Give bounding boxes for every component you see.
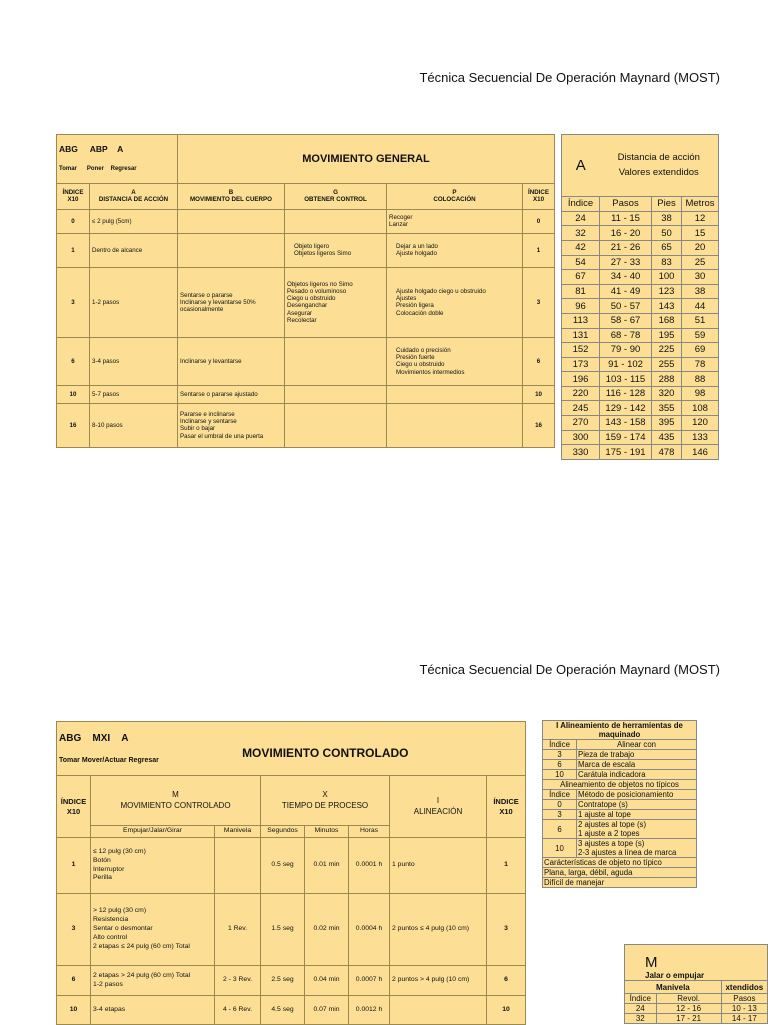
- general-row: [57, 385, 555, 403]
- table-cell: 14 - 17: [721, 1014, 767, 1024]
- table-letter: A: [562, 135, 600, 197]
- table-cell: [285, 385, 387, 403]
- table-cell: 10 - 13: [721, 1004, 767, 1014]
- table-cell: 98: [682, 386, 719, 401]
- table-cell: 225: [652, 343, 682, 358]
- table-cell: 3-4 pasos: [90, 337, 178, 385]
- table-cell: 2 - 3 Rev.: [215, 966, 261, 996]
- table-cell: M Jalar o empujar: [625, 945, 768, 981]
- controlled-row: [57, 894, 526, 966]
- table-cell: 3: [523, 267, 555, 337]
- table-cell: [285, 337, 387, 385]
- table-row: [562, 226, 719, 241]
- table-cell: 32: [562, 226, 600, 241]
- table-cell: ÍNDICE X10: [57, 776, 91, 838]
- general-row: [57, 337, 555, 385]
- table-cell: Pasos: [721, 994, 767, 1004]
- table-cell: 100: [652, 270, 682, 285]
- table-cell: P COLOCACIÓN: [387, 183, 523, 209]
- table-cell: 320: [652, 386, 682, 401]
- table-cell: ÍNDICE X10: [487, 776, 526, 838]
- table-cell: 10: [57, 996, 91, 1025]
- page-title: Técnica Secuencial De Operación Maynard (MOST): [419, 70, 720, 85]
- controlled-move-table: [56, 721, 526, 1025]
- table-row: [562, 357, 719, 372]
- table-cell: 59: [682, 328, 719, 343]
- table-cell: 65: [652, 240, 682, 255]
- table-cell: Pies: [652, 196, 682, 211]
- table-cell: Índice: [543, 790, 577, 800]
- table-cell: 0.0007 h: [349, 966, 390, 996]
- controlled-title: MOVIMIENTO CONTROLADO: [242, 746, 409, 761]
- table-cell: 113: [562, 313, 600, 328]
- table-cell: 1: [57, 838, 91, 894]
- table-cell: Revol.: [656, 994, 721, 1004]
- table-cell: 478: [652, 445, 682, 460]
- table-cell: 0.0001 h: [349, 838, 390, 894]
- table-cell: 108: [682, 401, 719, 416]
- table-cell: 24: [562, 211, 600, 226]
- table-row: [562, 255, 719, 270]
- table-cell: 0.07 min: [305, 996, 349, 1025]
- table-cell: 195: [652, 328, 682, 343]
- table-cell: 44: [682, 299, 719, 314]
- controlled-row: [57, 996, 526, 1025]
- table-cell: Manivela: [625, 981, 722, 994]
- table-cell: 50 - 57: [600, 299, 652, 314]
- table-cell: Plana, larga, débil, aguda: [543, 868, 697, 878]
- table-cell: 8-10 pasos: [90, 403, 178, 447]
- table-row: [562, 416, 719, 431]
- table-cell: 24: [625, 1004, 657, 1014]
- table-cell: 0.04 min: [305, 966, 349, 996]
- table-cell: 34 - 40: [600, 270, 652, 285]
- table-cell: 2 ajustes al tope (s) 1 ajuste a 2 topes: [577, 820, 697, 839]
- table-cell: 0: [543, 800, 577, 810]
- table-cell: 6: [57, 966, 91, 996]
- table-row: [562, 445, 719, 460]
- table-cell: 0.01 min: [305, 838, 349, 894]
- table-cell: A DISTANCIA DE ACCIÓN: [90, 183, 178, 209]
- table-cell: 6: [57, 337, 90, 385]
- table-cell: 355: [652, 401, 682, 416]
- table-cell: ≤ 12 pulg (30 cm) Botón Interruptor Perilla: [91, 838, 215, 894]
- table-cell: Pararse e inclinarse Inclinarse y sentarse Subir o bajar Pasar el umbral de una puerta: [178, 403, 285, 447]
- table-cell: 395: [652, 416, 682, 431]
- table-cell: Marca de escala: [577, 760, 697, 770]
- table-cell: Metros: [682, 196, 719, 211]
- table-cell: 68 - 78: [600, 328, 652, 343]
- index-header: ÍNDICE X10: [57, 183, 90, 209]
- table-cell: 42: [562, 240, 600, 255]
- table-cell: 51: [682, 313, 719, 328]
- table-row: [562, 328, 719, 343]
- table-cell: 3: [487, 894, 526, 966]
- table-cell: I Alineamiento de herramientas de maquinado: [543, 721, 697, 740]
- table-cell: 1.5 seg: [261, 894, 305, 966]
- table-cell: X TIEMPO DE PROCESO: [261, 776, 390, 826]
- table-cell: 133: [682, 430, 719, 445]
- table-cell: 3: [543, 750, 577, 760]
- table-cell: 50: [652, 226, 682, 241]
- table-cell: Cuidado o precisión Presión fuerte Ciego u obstruido Movimientos intermedios: [387, 337, 523, 385]
- table-cell: 220: [562, 386, 600, 401]
- table-cell: 0.0012 h: [349, 996, 390, 1025]
- table-cell: 4.5 seg: [261, 996, 305, 1025]
- table-cell: 330: [562, 445, 600, 460]
- table-cell: 120: [682, 416, 719, 431]
- table-row: [562, 313, 719, 328]
- table-cell: 3-4 etapas: [91, 996, 215, 1025]
- table-cell: 123: [652, 284, 682, 299]
- table-cell: Sentarse o pararse ajustado: [178, 385, 285, 403]
- table-cell: 1 ajuste al tope: [577, 810, 697, 820]
- table-cell: [390, 996, 487, 1025]
- page-title-2: Técnica Secuencial De Operación Maynard (MOST): [419, 662, 720, 677]
- table-cell: 30: [682, 270, 719, 285]
- table-cell: 129 - 142: [600, 401, 652, 416]
- table-cell: 1: [487, 838, 526, 894]
- table-cell: 270: [562, 416, 600, 431]
- table-cell: 6: [523, 337, 555, 385]
- table-cell: Horas: [349, 826, 390, 838]
- table-cell: 32: [625, 1014, 657, 1024]
- table-cell: 103 - 115: [600, 372, 652, 387]
- table-cell: 1-2 pasos: [90, 267, 178, 337]
- table-cell: 1 Rev.: [215, 894, 261, 966]
- table-cell: 3: [57, 894, 91, 966]
- table-cell: Índice: [625, 994, 657, 1004]
- table-cell: 10: [543, 839, 577, 858]
- table-cell: 6: [543, 820, 577, 839]
- table-cell: 10: [487, 996, 526, 1025]
- controlled-row: [57, 966, 526, 996]
- table-cell: Distancia de acción Valores extendidos: [600, 135, 719, 197]
- table-cell: Índice: [543, 740, 577, 750]
- table-cell: 173: [562, 357, 600, 372]
- table-cell: 38: [652, 211, 682, 226]
- table-cell: Segundos: [261, 826, 305, 838]
- table-cell: 20: [682, 240, 719, 255]
- table-cell: 25: [682, 255, 719, 270]
- table-cell: Ajuste holgado ciego u obstruido Ajustes Presión ligera Colocación doble: [387, 267, 523, 337]
- table-cell: 1 punto: [390, 838, 487, 894]
- table-cell: 2 puntos > 4 pulg (10 cm): [390, 966, 487, 996]
- table-cell: Alinear con: [577, 740, 697, 750]
- table-cell: G OBTENER CONTROL: [285, 183, 387, 209]
- table-cell: 4 - 6 Rev.: [215, 996, 261, 1025]
- table-cell: [178, 233, 285, 267]
- table-cell: 152: [562, 343, 600, 358]
- table-row: [562, 240, 719, 255]
- table-cell: I ALINEACIÓN: [390, 776, 487, 838]
- general-row: [57, 233, 555, 267]
- table-cell: 41 - 49: [600, 284, 652, 299]
- table-cell: Objetos ligeros no Simo Pesado o voluminoso Ciego u obstruido Desenganchar Asegurar Recolectar: [285, 267, 387, 337]
- table-row: [562, 386, 719, 401]
- table-cell: 91 - 102: [600, 357, 652, 372]
- table-cell: 146: [682, 445, 719, 460]
- table-cell: 58 - 67: [600, 313, 652, 328]
- table-cell: 27 - 33: [600, 255, 652, 270]
- table-cell: Empujar/Jalar/Girar: [91, 826, 215, 838]
- action-distance-table: [561, 134, 719, 460]
- table-cell: Índice: [562, 196, 600, 211]
- table-cell: Inclinarse y levantarse: [178, 337, 285, 385]
- table-cell: 175 - 191: [600, 445, 652, 460]
- table-cell: 15: [682, 226, 719, 241]
- table-cell: xtendidos: [721, 981, 767, 994]
- table-cell: Carácterísticas de objeto no típico: [543, 858, 697, 868]
- table-cell: Dejar a un lado Ajuste holgado: [387, 233, 523, 267]
- table-cell: 300: [562, 430, 600, 445]
- table-cell: 0: [57, 209, 90, 233]
- table-cell: 0.0004 h: [349, 894, 390, 966]
- general-move-table: [56, 134, 555, 448]
- table-cell: 5-7 pasos: [90, 385, 178, 403]
- table-cell: 69: [682, 343, 719, 358]
- table-cell: 88: [682, 372, 719, 387]
- table-cell: 81: [562, 284, 600, 299]
- table-cell: 2.5 seg: [261, 966, 305, 996]
- table-cell: 2 puntos ≤ 4 pulg (10 cm): [390, 894, 487, 966]
- table-cell: 10: [57, 385, 90, 403]
- table-cell: 245: [562, 401, 600, 416]
- table-cell: 3 ajustes a tope (s) 2-3 ajustes a línea de marca: [577, 839, 697, 858]
- table-row: [562, 401, 719, 416]
- table-cell: 38: [682, 284, 719, 299]
- table-cell: 3: [57, 267, 90, 337]
- alignment-table: [542, 720, 697, 888]
- general-row: [57, 267, 555, 337]
- table-cell: 54: [562, 255, 600, 270]
- table-cell: 2 etapas > 24 pulg (60 cm) Total 1-2 pasos: [91, 966, 215, 996]
- table-cell: 10: [523, 385, 555, 403]
- table-cell: Contratope (s): [577, 800, 697, 810]
- table-row: [562, 299, 719, 314]
- table-cell: ÍNDICE X10: [523, 183, 555, 209]
- controlled-row: [57, 838, 526, 894]
- table-cell: 6: [487, 966, 526, 996]
- general-title: MOVIMIENTO GENERAL: [178, 135, 555, 184]
- table-row: [562, 343, 719, 358]
- table-cell: 1: [57, 233, 90, 267]
- table-cell: B MOVIMIENTO DEL CUERPO: [178, 183, 285, 209]
- table-cell: 435: [652, 430, 682, 445]
- table-cell: Pasos: [600, 196, 652, 211]
- table-cell: 12: [682, 211, 719, 226]
- table-cell: > 12 pulg (30 cm) Resistencia Sentar o desmontar Alto control 2 etapas ≤ 24 pulg (60 cm) Total: [91, 894, 215, 966]
- table-cell: 255: [652, 357, 682, 372]
- general-row: [57, 209, 555, 233]
- table-cell: 11 - 15: [600, 211, 652, 226]
- codes-cell: ABG ABP A Tomar Poner Regresar: [57, 135, 178, 184]
- table-cell: 10: [543, 770, 577, 780]
- table-cell: [178, 209, 285, 233]
- table-cell: 143: [652, 299, 682, 314]
- table-row: [562, 430, 719, 445]
- table-cell: [285, 209, 387, 233]
- table-cell: 96: [562, 299, 600, 314]
- table-cell: Dentro de alcance: [90, 233, 178, 267]
- table-cell: 79 - 90: [600, 343, 652, 358]
- table-cell: [285, 403, 387, 447]
- general-row: [57, 403, 555, 447]
- table-cell: M MOVIMIENTO CONTROLADO: [91, 776, 261, 826]
- table-cell: [387, 385, 523, 403]
- table-cell: Método de posicionamiento: [577, 790, 697, 800]
- table-cell: 0: [523, 209, 555, 233]
- table-cell: Pieza de trabajo: [577, 750, 697, 760]
- table-cell: 0.5 seg: [261, 838, 305, 894]
- table-cell: 143 - 158: [600, 416, 652, 431]
- table-cell: 116 - 128: [600, 386, 652, 401]
- table-row: [562, 270, 719, 285]
- table-cell: 288: [652, 372, 682, 387]
- table-cell: Alineamiento de objetos no típicos: [543, 780, 697, 790]
- table-cell: Carátula indicadora: [577, 770, 697, 780]
- table-cell: 1: [523, 233, 555, 267]
- table-cell: Sentarse o pararse Inclinarse y levantarse 50% ocasionalmente: [178, 267, 285, 337]
- table-cell: ABG MXI A Tomar Mover/Actuar Regresar MOVIMIENTO CONTROLADO: [57, 722, 261, 776]
- table-cell: 196: [562, 372, 600, 387]
- table-row: [562, 211, 719, 226]
- table-cell: 16: [57, 403, 90, 447]
- table-cell: 16 - 20: [600, 226, 652, 241]
- table-cell: Objeto ligero Objetos ligeros Simo: [285, 233, 387, 267]
- table-cell: 12 - 16: [656, 1004, 721, 1014]
- table-cell: 78: [682, 357, 719, 372]
- pull-push-table: [624, 944, 768, 1024]
- table-cell: Recoger Lanzar: [387, 209, 523, 233]
- table-cell: 3: [543, 810, 577, 820]
- table-cell: 159 - 174: [600, 430, 652, 445]
- table-cell: 21 - 26: [600, 240, 652, 255]
- table-cell: 131: [562, 328, 600, 343]
- table-cell: [387, 403, 523, 447]
- table-cell: Minutos: [305, 826, 349, 838]
- table-cell: 168: [652, 313, 682, 328]
- table-cell: 67: [562, 270, 600, 285]
- table-cell: Manivela: [215, 826, 261, 838]
- table-cell: 16: [523, 403, 555, 447]
- table-row: [562, 372, 719, 387]
- table-cell: 17 - 21: [656, 1014, 721, 1024]
- table-cell: 83: [652, 255, 682, 270]
- table-cell: [215, 838, 261, 894]
- table-cell: 0.02 min: [305, 894, 349, 966]
- table-cell: 6: [543, 760, 577, 770]
- table-cell: ≤ 2 pulg (5cm): [90, 209, 178, 233]
- table-cell: Difícil de manejar: [543, 878, 697, 888]
- table-row: [562, 284, 719, 299]
